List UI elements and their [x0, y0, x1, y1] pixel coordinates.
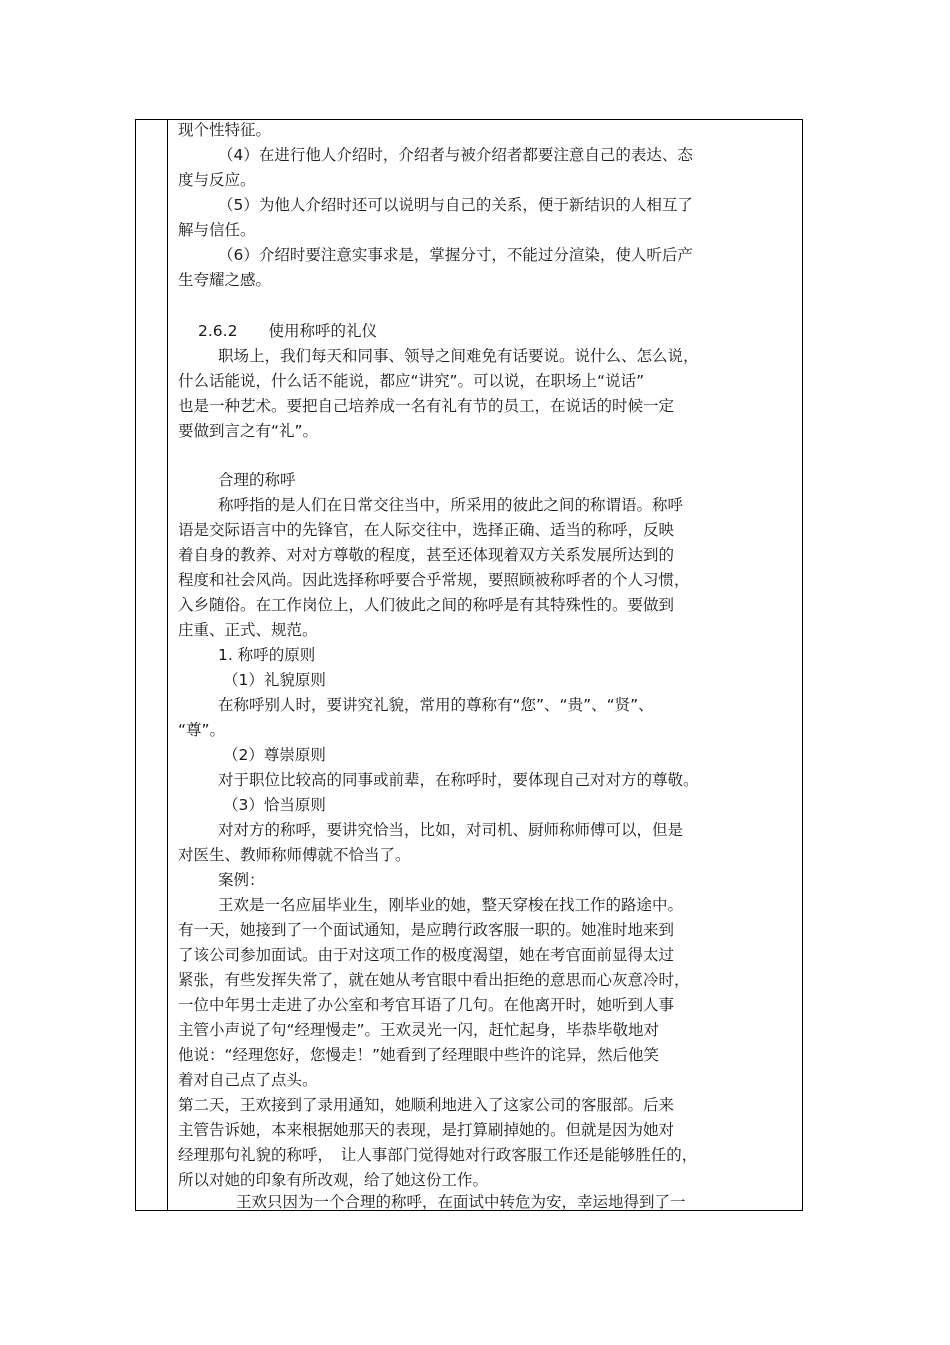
- text-line: 称呼指的是人们在日常交往当中，所采用的彼此之间的称谓语。称呼: [218, 496, 684, 514]
- text-line: （6）介绍时要注意实事求是，掌握分寸，不能过分渲染，使人听后产: [218, 246, 693, 264]
- text-line: 有一天，她接到了一个面试通知，是应聘行政客服一职的。她准时地来到: [178, 921, 675, 939]
- text-line: 对对方的称呼，要讲究恰当，比如，对司机、厨师称师傅可以，但是: [218, 821, 684, 839]
- text-line: “尊”。: [178, 721, 226, 739]
- text-line: 职场上，我们每天和同事、领导之间难免有话要说。说什么、怎么说，: [218, 347, 699, 365]
- text-line: 在称呼别人时，要讲究礼貌，常用的尊称有“您”、“贵”、“贤”、: [218, 696, 654, 714]
- text-line: 程度和社会风尚。因此选择称呼要合乎常规，要照顾被称呼者的个人习惯，: [178, 571, 690, 589]
- text-line: （5）为他人介绍时还可以说明与自己的关系，便于新结识的人相互了: [218, 196, 693, 214]
- subsection-heading: 合理的称呼: [218, 471, 296, 489]
- text-line: 着对自己点了点头。: [178, 1071, 318, 1089]
- text-line: 现个性特征。: [178, 121, 272, 139]
- text-line: 所以对她的印象有所改观，给了她这份工作。: [178, 1171, 489, 1189]
- text-line: 什么话能说，什么话不能说，都应“讲究”。可以说，在职场上“说话”: [178, 372, 645, 390]
- text-line: 解与信任。: [178, 221, 256, 239]
- text-line: （4）在进行他人介绍时，介绍者与被介绍者都要注意自己的表达、态: [218, 146, 693, 164]
- text-line: 主管告诉她，本来根据她那天的表现，是打算刷掉她的。但就是因为她对: [178, 1121, 675, 1139]
- text-line: 对医生、教师称师傅就不恰当了。: [178, 846, 411, 864]
- text-line: 也是一种艺术。要把自己培养成一名有礼有节的员工，在说话的时候一定: [178, 397, 675, 415]
- text-line: 一位中年男士走进了办公室和考官耳语了几句。在他离开时，她听到人事: [178, 996, 675, 1014]
- table-frame: [135, 119, 803, 1211]
- text-line: 王欢只因为一个合理的称呼，在面试中转危为安，幸运地得到了一: [236, 1193, 686, 1211]
- text-line: 对于职位比较高的同事或前辈，在称呼时，要体现自己对对方的尊敬。: [218, 771, 699, 789]
- text-line: 经理那句礼貌的称呼， 让人事部门觉得她对行政客服工作还是能够胜任的，: [178, 1146, 698, 1164]
- text-line: 主管小声说了句“经理慢走”。王欢灵光一闪，赶忙起身，毕恭毕敬地对: [178, 1021, 660, 1039]
- section-heading: 2.6.2 使用称呼的礼仪: [198, 322, 377, 340]
- text-line: 案例：: [218, 871, 265, 889]
- text-line: 王欢是一名应届毕业生，刚毕业的她，整天穿梭在找工作的路途中。: [218, 896, 684, 914]
- text-line: 他说：“经理您好，您慢走！”她看到了经理眼中些许的诧异，然后他笑: [178, 1046, 660, 1064]
- text-line: 生夸耀之感。: [178, 271, 272, 289]
- text-line: （2）尊崇原则: [223, 746, 326, 764]
- text-line: 要做到言之有“礼”。: [178, 422, 319, 440]
- text-line: 入乡随俗。在工作岗位上，人们彼此之间的称呼是有其特殊性的。要做到: [178, 596, 675, 614]
- text-line: 庄重、正式、规范。: [178, 621, 318, 639]
- text-line: （3）恰当原则: [223, 796, 326, 814]
- text-line: 紧张，有些发挥失常了，就在她从考官眼中看出拒绝的意思而心灰意冷时，: [178, 971, 690, 989]
- text-line: 第二天，王欢接到了录用通知，她顺利地进入了这家公司的客服部。后来: [178, 1096, 675, 1114]
- text-line: 度与反应。: [178, 171, 256, 189]
- text-line: 着自身的教养、对对方尊敬的程度，甚至还体现着双方关系发展所达到的: [178, 546, 675, 564]
- left-column-cell: [136, 120, 168, 1210]
- text-line: 1. 称呼的原则: [218, 646, 316, 664]
- text-line: 了该公司参加面试。由于对这项工作的极度渴望，她在考官面前显得太过: [178, 946, 675, 964]
- text-line: 语是交际语言中的先锋官，在人际交往中，选择正确、适当的称呼，反映: [178, 521, 675, 539]
- text-line: （1）礼貌原则: [223, 671, 326, 689]
